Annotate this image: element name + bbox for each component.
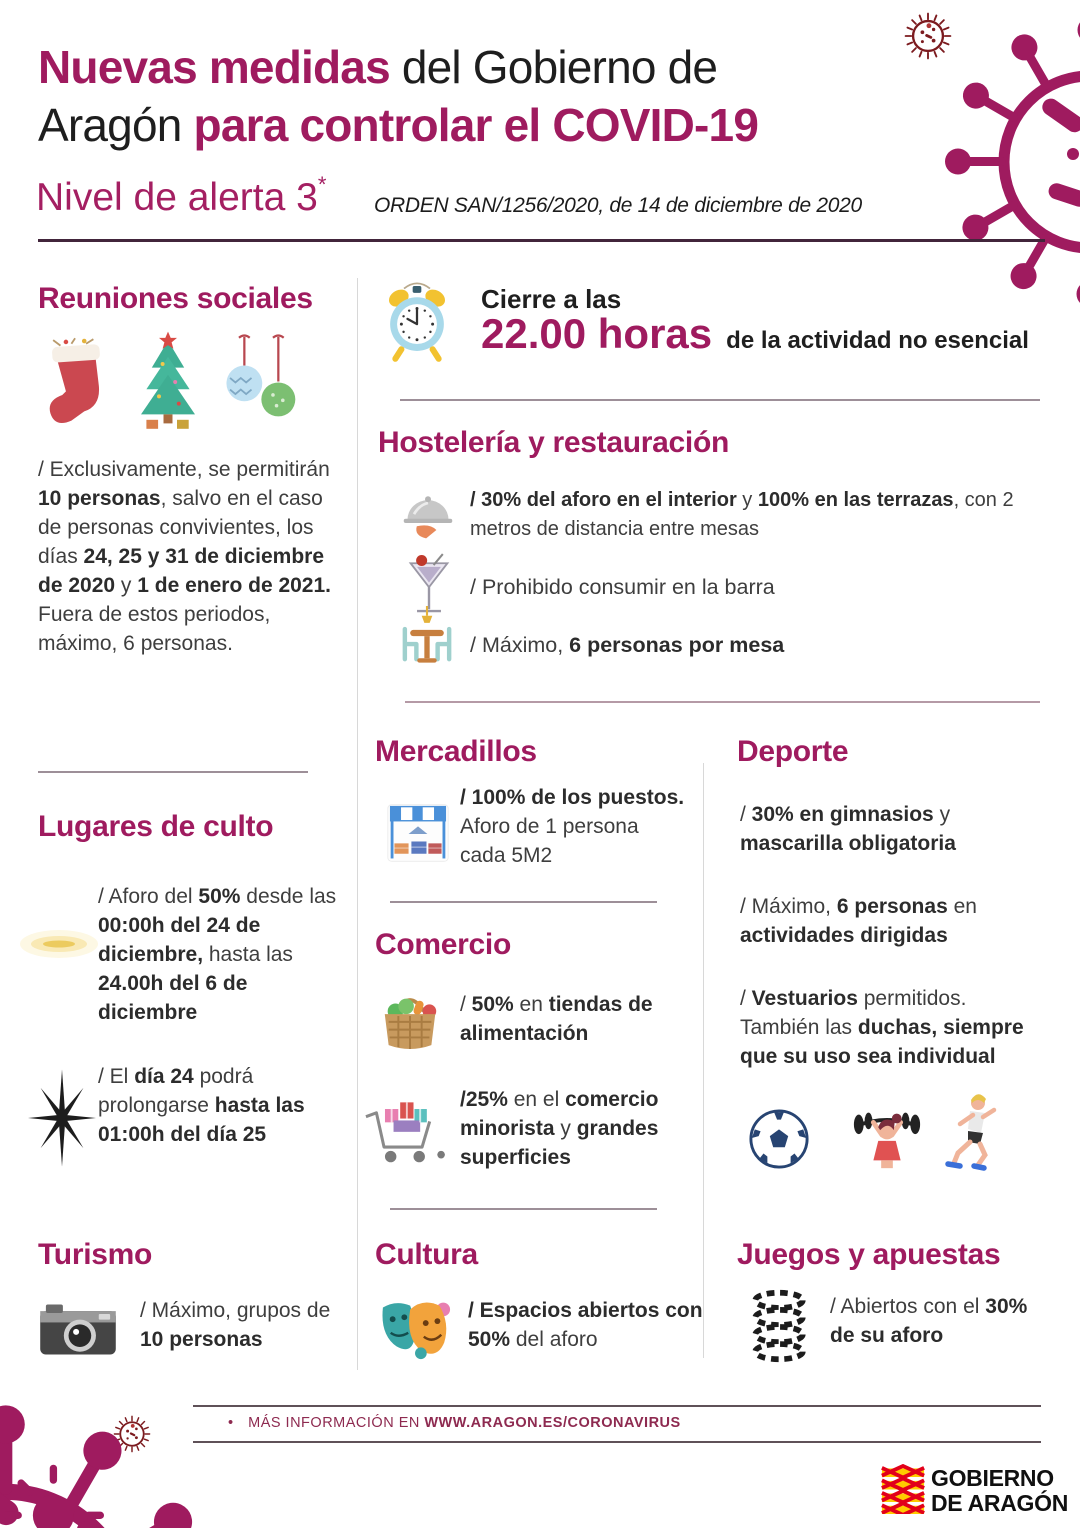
mercadillos-item-1: / 100% de los puestos. Aforo de 1 persona cada 5M2 (460, 786, 685, 867)
closure-row (481, 310, 1029, 358)
comercio-rule (390, 1208, 657, 1210)
section-title-comercio: Comercio (375, 928, 511, 961)
footer-info-prefix: MÁS INFORMACIÓN EN (248, 1415, 425, 1431)
order-reference: ORDEN SAN/1256/2020, de 14 de diciembre de 2020 (374, 194, 862, 217)
footer-rule-top (193, 1405, 1041, 1407)
mercadillos-rule (390, 901, 657, 903)
comercio-item-2: /25% en el comercio minorista y grandes superficies (460, 1088, 659, 1169)
juegos-item-1: / Abiertos con el 30% de su aforo (830, 1295, 1028, 1347)
section-title-cultura: Cultura (375, 1238, 478, 1271)
deporte-item-2: / Máximo, 6 personas en actividades dirigidas (740, 895, 977, 947)
page-title (38, 38, 898, 154)
logo-line1: GOBIERNO (931, 1465, 1054, 1491)
market-stall-icon (383, 800, 453, 866)
closure-intro: Cierre a las (481, 284, 622, 314)
gobierno-aragon-logo (931, 1466, 1068, 1515)
reuniones-body: / Exclusivamente, se permitirán 10 personas, salvo en el caso de personas convivientes, los días 24, 25 y 31 de diciembre de 2020 y 1 de enero de 2021. Fuera de estos periodos, máximo, 6 personas. (38, 458, 332, 655)
closure-rule (400, 399, 1040, 401)
christmas-tree-icon (132, 330, 204, 434)
cultura-item-1: / Espacios abiertos con 50% del aforo (468, 1299, 703, 1351)
hosteleria-item-2: / Prohibido consumir en la barra (470, 575, 775, 599)
closure-suffix: de la actividad no esencial (726, 327, 1029, 354)
alert-level (36, 172, 327, 220)
footer-bullet: • (228, 1415, 234, 1431)
candle-glow-icon (18, 918, 100, 970)
footer-info (228, 1415, 681, 1431)
christmas-stocking-icon (44, 335, 108, 433)
footer-info-url[interactable]: WWW.ARAGON.ES/CORONAVIRUS (424, 1415, 681, 1431)
photo-camera-icon (36, 1296, 120, 1364)
left-rule-1 (38, 771, 308, 773)
alert-level-text: Nivel de alerta 3 (36, 176, 318, 219)
section-title-hosteleria: Hostelería y restauración (378, 426, 729, 459)
hosteleria-rule (405, 701, 1040, 703)
page-title-line1: Nuevas medidas del Gobierno de (38, 41, 718, 93)
hosteleria-item-3: / Máximo, 6 personas por mesa (470, 633, 785, 657)
virus-large-icon-footer (0, 1398, 225, 1528)
alarm-clock-icon (378, 278, 456, 368)
runner-icon (940, 1092, 1002, 1174)
section-title-reuniones: Reuniones sociales (38, 282, 313, 315)
section-title-mercadillos: Mercadillos (375, 735, 537, 768)
hosteleria-item-1: / 30% del aforo en el interior y 100% en las terrazas, con 2 metros de distancia entre mesas (470, 489, 1014, 540)
logo-line2: DE ARAGÓN (931, 1489, 1069, 1516)
poker-chips-icon (742, 1288, 816, 1366)
bethlehem-star-icon (28, 1068, 96, 1168)
turismo-item-1: / Máximo, grupos de 10 personas (140, 1299, 331, 1351)
soccer-ball-icon (748, 1108, 810, 1170)
culto-item-2: / El día 24 podrá prolongarse hasta las 01:00h del día 25 (98, 1065, 305, 1146)
alert-footnote-mark: * (317, 172, 327, 197)
page-title-line2: Aragón para controlar el COVID-19 (38, 99, 759, 151)
closure-time: 22.00 horas (481, 310, 713, 357)
virus-large-icon (940, 12, 1080, 312)
shopping-cart-icon (360, 1090, 448, 1170)
deporte-item-3: / Vestuarios permitidos. También las duchas, siempre que su uso sea individual (740, 987, 1024, 1068)
culto-item-1: / Aforo del 50% desde las 00:00h del 24 de diciembre, hasta las 24.00h del 6 de diciembre (98, 885, 337, 1024)
section-title-deporte: Deporte (737, 735, 849, 768)
table-and-chairs-icon (396, 606, 458, 670)
deporte-item-1: / 30% en gimnasios y mascarilla obligatoria (740, 803, 956, 855)
column-divider-right (703, 763, 704, 1358)
comercio-item-1: / 50% en tiendas de alimentación (460, 993, 653, 1045)
serving-cloche-icon (398, 488, 458, 546)
section-title-culto: Lugares de culto (38, 810, 274, 843)
section-title-juegos: Juegos y apuestas (737, 1238, 1001, 1271)
theater-masks-icon (376, 1290, 456, 1362)
footer-rule-bottom (193, 1441, 1041, 1443)
aragon-flag-icon (880, 1464, 926, 1514)
header-rule (38, 239, 1045, 242)
column-divider-left (357, 278, 358, 1370)
grocery-basket-icon (375, 985, 445, 1051)
section-title-turismo: Turismo (38, 1238, 153, 1271)
weightlifter-icon (848, 1100, 926, 1174)
baubles-icon (222, 332, 298, 432)
